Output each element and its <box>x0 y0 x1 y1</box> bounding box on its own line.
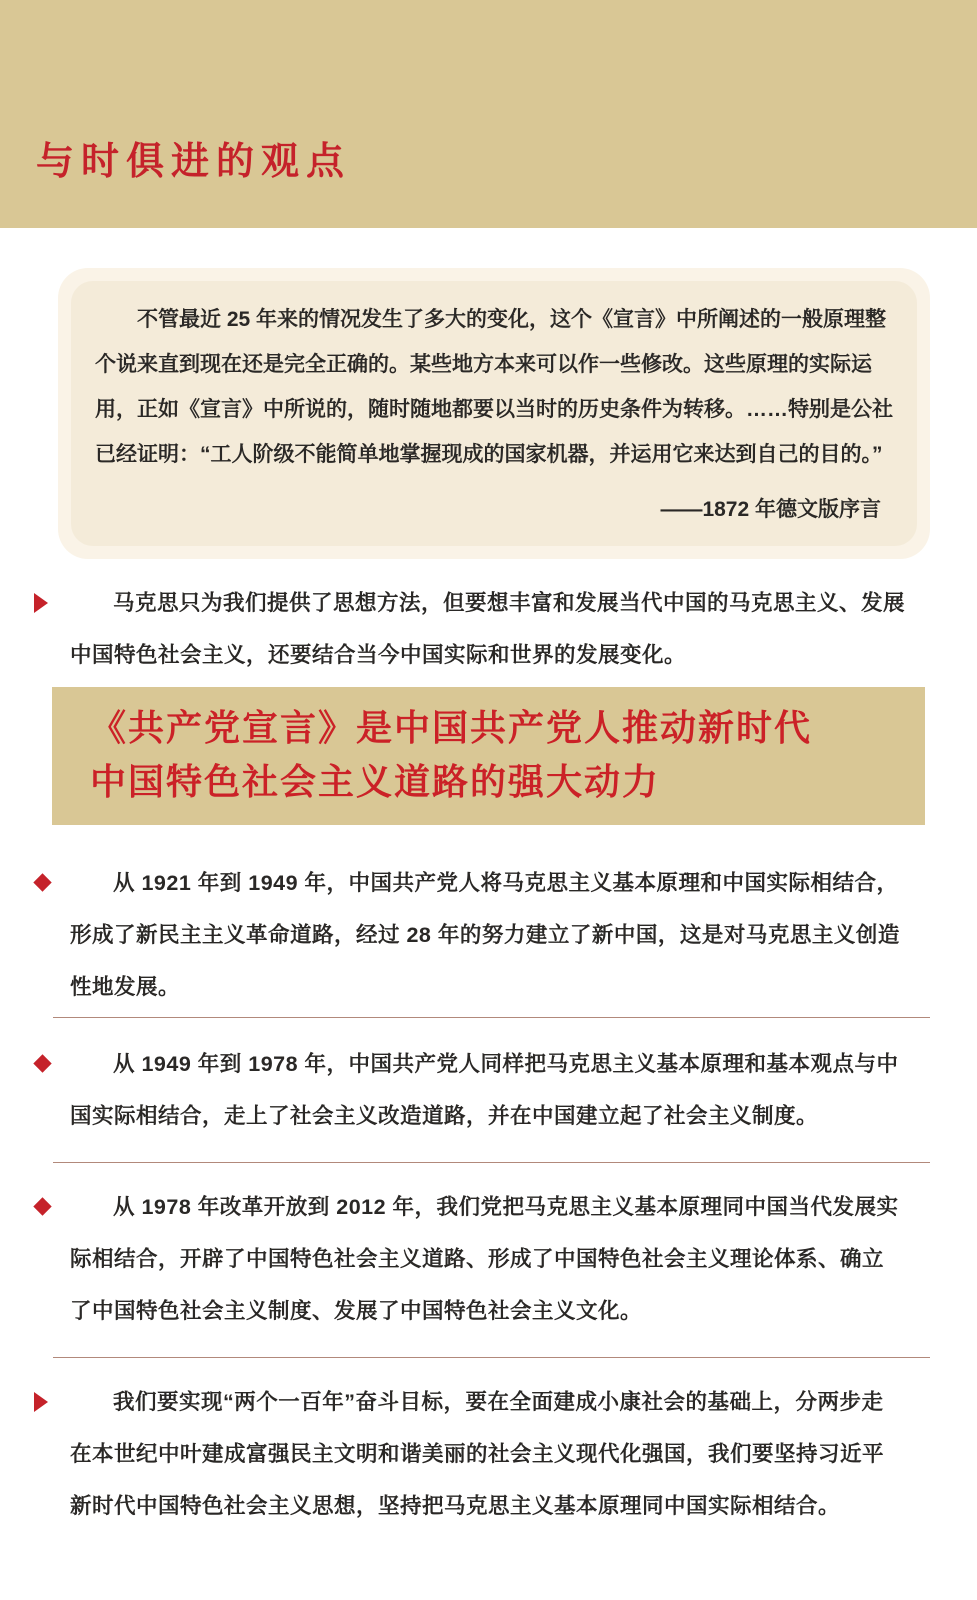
quote-attribution: ——1872 年德文版序言 <box>660 498 881 521</box>
quote-box <box>58 268 930 559</box>
paragraph-text: 从 1949 年到 1978 年，中国共产党人同样把马克思主义基本原理和基本观点与中国实际相结合，走上了社会主义改造道路，并在中国建立起了社会主义制度。 <box>70 1052 899 1128</box>
title-band <box>0 0 977 228</box>
paragraph-text: 从 1978 年改革开放到 2012 年，我们党把马克思主义基本原理同中国当代发展实际相结合，开辟了中国特色社会主义道路、形成了中国特色社会主义理论体系、确立了中国特色社会主义制度、发展了中国特色社会主义文化。 <box>70 1195 899 1323</box>
page-title: 与时俱进的观点 <box>36 141 352 183</box>
paragraph-text: 马克思只为我们提供了思想方法，但要想丰富和发展当代中国的马克思主义、发展中国特色社会主义，还要结合当今中国实际和世界的发展变化。 <box>70 591 906 667</box>
section-heading-banner <box>52 687 925 825</box>
triangle-bullet-icon <box>34 593 48 613</box>
bullet-paragraph <box>0 577 977 681</box>
banner-heading-line: 《共产党宣言》是中国共产党人推动新时代 <box>90 707 813 748</box>
bullet-paragraph <box>0 1181 977 1337</box>
section-divider <box>53 1357 930 1358</box>
triangle-bullet-icon <box>34 1392 48 1412</box>
bullet-paragraph <box>0 857 977 1013</box>
paragraph-text: 我们要实现“两个一百年”奋斗目标，要在全面建成小康社会的基础上，分两步走在本世纪中叶建成富强民主文明和谐美丽的社会主义现代化强国，我们要坚持习近平新时代中国特色社会主义思想，坚持把马克思主义基本原理同中国实际相结合。 <box>70 1390 885 1518</box>
bullet-paragraph <box>0 1038 977 1142</box>
bullet-paragraph <box>0 1376 977 1532</box>
diamond-bullet-icon <box>33 1197 51 1215</box>
paragraph-text: 从 1921 年到 1949 年，中国共产党人将马克思主义基本原理和中国实际相结合，形成了新民主主义革命道路，经过 28 年的努力建立了新中国，这是对马克思主义创造性地发展。 <box>70 871 900 999</box>
banner-heading-line: 中国特色社会主义道路的强大动力 <box>90 761 661 802</box>
diamond-bullet-icon <box>33 1054 51 1072</box>
quote-box-inner <box>71 281 917 546</box>
section-divider <box>53 1017 930 1018</box>
diamond-bullet-icon <box>33 873 51 891</box>
quote-text: 不管最近 25 年来的情况发生了多大的变化，这个《宣言》中所阐述的一般原理整个说来直到现在还是完全正确的。某些地方本来可以作一些修改。这些原理的实际运用，正如《宣言》中所说的，随时随地都要以当时的历史条件为转移。……特别是公社已经证明：“工人阶级不能简单地掌握现成的国家机器，并运用它来达到自己的目的。” <box>95 308 893 466</box>
section-divider <box>53 1162 930 1163</box>
